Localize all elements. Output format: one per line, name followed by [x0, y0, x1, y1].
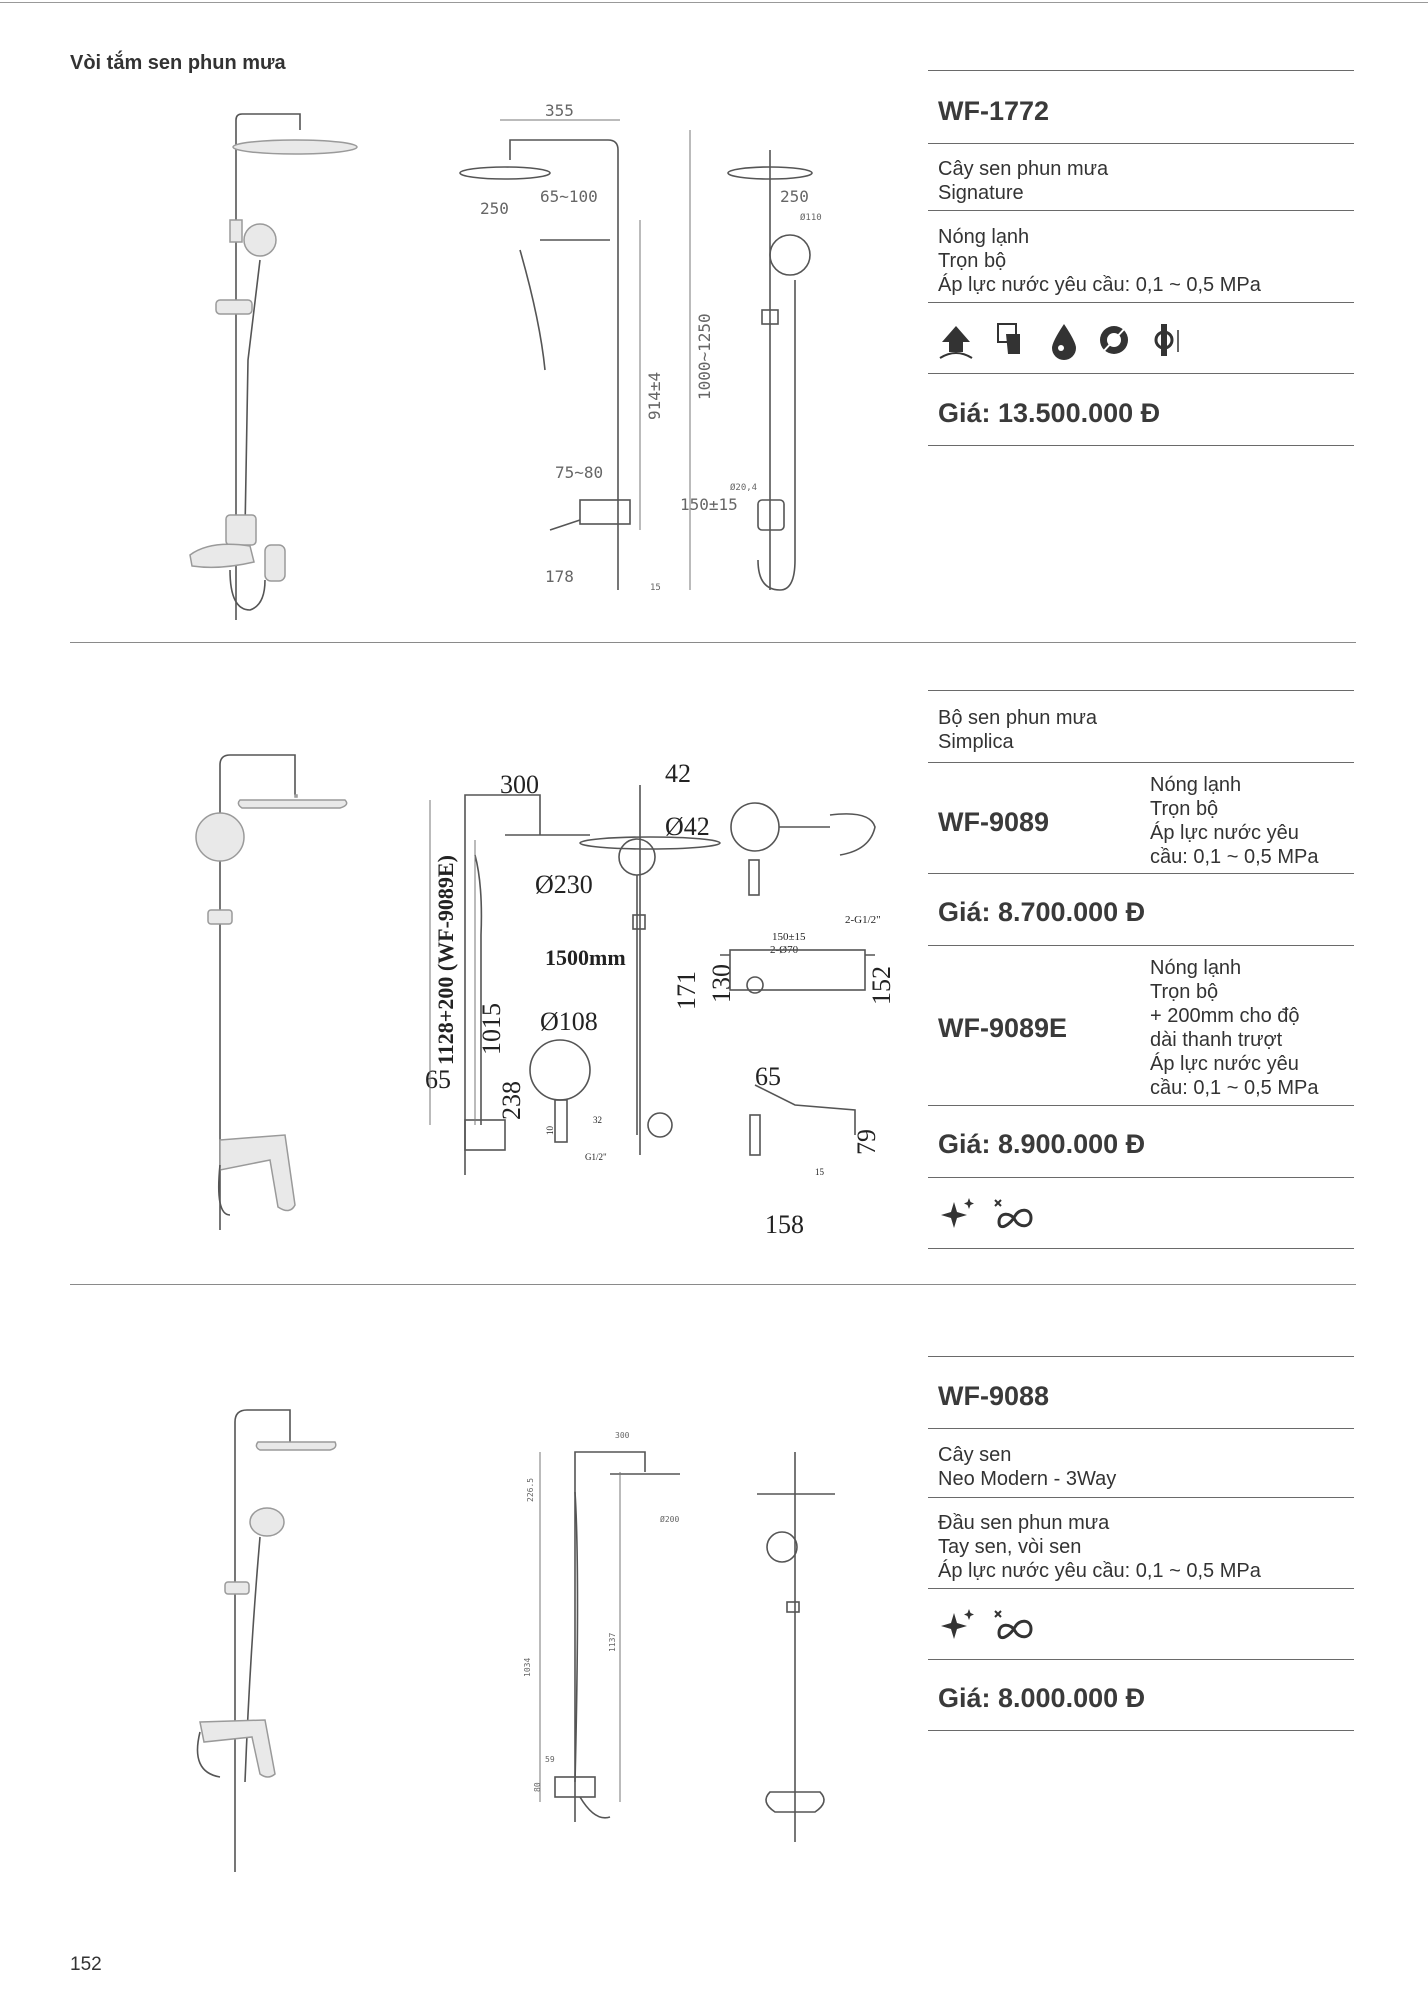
dim-label: 15 [650, 583, 661, 593]
dim-label: Ø42 [665, 812, 710, 841]
subtitle-line: Bộ sen phun mưa [938, 707, 1098, 729]
dim-label: 150±15 [772, 931, 806, 943]
dim-label: 10 [545, 1126, 555, 1135]
faucet-icon [998, 324, 1020, 354]
dim-label: 42 [665, 759, 691, 788]
divider [928, 762, 1354, 763]
feature-line: Trọn bộ [938, 250, 1007, 272]
divider [928, 1428, 1354, 1429]
dim-label: 914±4 [645, 371, 664, 420]
dim-label: 250 [780, 187, 809, 206]
feature-line: Nóng lạnh [938, 226, 1030, 248]
dim-label: 59 [545, 1755, 555, 1764]
divider [928, 1248, 1354, 1249]
dim-label: G1/2" [585, 1152, 607, 1162]
feature-line: Đầu sen phun mưa [938, 1512, 1110, 1534]
subtitle-line: Signature [938, 182, 1024, 204]
dim-label: 238 [497, 1081, 526, 1120]
divider [928, 873, 1354, 874]
dim-label: Ø110 [800, 213, 822, 223]
technical-drawing-simplica [415, 755, 905, 1239]
dim-label: 152 [867, 966, 896, 1005]
infinity-icon [995, 1611, 1031, 1638]
dim-label: 1015 [477, 1003, 506, 1055]
feature-line: dài thanh trượt [1150, 1029, 1283, 1051]
dim-label: 226.5 [526, 1477, 535, 1502]
section-divider [70, 642, 1356, 643]
dim-label: 2-Ø70 [770, 944, 799, 956]
divider [928, 1177, 1354, 1178]
airflow-icon [940, 326, 972, 358]
divider [928, 210, 1354, 211]
price: Giá: 8.900.000 Đ [938, 1129, 1146, 1159]
feature-icons [936, 1192, 1056, 1236]
dim-label: 250 [480, 199, 509, 218]
feature-line: Trọn bộ [1150, 981, 1219, 1003]
dim-label: 65 [755, 1062, 781, 1091]
product-photo-wf-9088 [190, 1402, 350, 1882]
dim-label: 178 [545, 567, 574, 586]
feature-line: Áp lực nước yêu [1150, 822, 1299, 844]
dim-label: 300 [500, 770, 539, 799]
model-number: WF-9089 [938, 807, 1050, 837]
dim-label: 1000~1250 [695, 313, 714, 400]
dim-label: 300 [615, 1431, 630, 1440]
divider [928, 1356, 1354, 1357]
dim-label: Ø200 [660, 1515, 680, 1524]
infinity-icon [995, 1200, 1031, 1227]
dim-label: 130 [707, 964, 736, 1003]
divider [928, 302, 1354, 303]
feature-line: Áp lực nước yêu [1150, 1053, 1299, 1075]
divider [928, 1105, 1354, 1106]
price: Giá: 13.500.000 Đ [938, 398, 1161, 428]
dim-label: 355 [545, 101, 574, 120]
product-subtitle [938, 706, 1097, 754]
divider [928, 1588, 1354, 1589]
model-number: WF-9089E [938, 1013, 1068, 1043]
feature-line: Áp lực nước yêu cầu: 0,1 ~ 0,5 MPa [938, 274, 1261, 296]
subtitle-line: Cây sen phun mưa [938, 158, 1109, 180]
dim-label: 171 [672, 971, 701, 1010]
price: Giá: 8.000.000 Đ [938, 1683, 1146, 1713]
divider [928, 373, 1354, 374]
product-features [1150, 956, 1318, 1100]
subtitle-line: Cây sen [938, 1444, 1012, 1466]
feature-line: Tay sen, vòi sen [938, 1536, 1082, 1558]
page-number: 152 [70, 1954, 102, 1975]
divider [928, 690, 1354, 691]
water-drop-icon [1052, 324, 1076, 360]
feature-line: Trọn bộ [1150, 798, 1219, 820]
dim-label: 1034 [523, 1657, 532, 1677]
divider [928, 1730, 1354, 1731]
dim-label: 1137 [608, 1632, 617, 1652]
dim-label: 1500mm [545, 945, 626, 970]
dim-label: 2-G1/2" [845, 914, 881, 926]
section-divider [70, 1284, 1356, 1285]
feature-line: Áp lực nước yêu cầu: 0,1 ~ 0,5 MPa [938, 1560, 1261, 1582]
divider [928, 445, 1354, 446]
subtitle-line: Neo Modern - 3Way [938, 1468, 1117, 1490]
product-subtitle [938, 1443, 1116, 1491]
feature-icons [936, 1603, 1056, 1647]
feature-line: cầu: 0,1 ~ 0,5 MPa [1150, 846, 1319, 868]
valve-icon [1156, 324, 1178, 356]
divider [928, 1497, 1354, 1498]
product-features [1150, 773, 1318, 869]
feature-line: Nóng lạnh [1150, 774, 1242, 796]
sparkle-icon [941, 1198, 974, 1228]
divider [928, 945, 1354, 946]
technical-drawing-wf-9088 [495, 1422, 865, 1842]
subtitle-line: Simplica [938, 731, 1014, 753]
product-subtitle [938, 157, 1108, 205]
model-number: WF-1772 [938, 96, 1050, 126]
sparkle-icon [941, 1609, 974, 1639]
product-features [938, 225, 1261, 297]
model-number: WF-9088 [938, 1381, 1050, 1411]
dim-label: 65~100 [540, 187, 598, 206]
feature-line: + 200mm cho độ [1150, 1005, 1300, 1027]
dim-label: 150±15 [680, 495, 738, 514]
dim-label: 15 [815, 1167, 824, 1177]
divider [928, 1659, 1354, 1660]
feature-line: Nóng lạnh [1150, 957, 1242, 979]
dim-label: 158 [765, 1210, 804, 1239]
product-photo-wf-1772 [170, 100, 390, 620]
dim-label: Ø20,4 [730, 483, 758, 493]
page-top-rule [0, 2, 1428, 3]
feature-icons [936, 318, 1196, 364]
dim-label: 32 [593, 1115, 602, 1125]
dim-label: 79 [852, 1129, 881, 1155]
dim-label: 1128+200 (WF-9089E) [433, 855, 458, 1065]
feature-line: cầu: 0,1 ~ 0,5 MPa [1150, 1077, 1319, 1099]
divider [928, 143, 1354, 144]
price: Giá: 8.700.000 Đ [938, 897, 1146, 927]
dim-label: Ø230 [535, 870, 593, 899]
section-title: Vòi tắm sen phun mưa [70, 52, 286, 74]
product-features [938, 1511, 1261, 1583]
dim-label: Ø108 [540, 1007, 598, 1036]
technical-drawing-wf-1772 [450, 90, 850, 610]
dim-label: 65 [425, 1065, 451, 1094]
dim-label: 75~80 [555, 463, 604, 482]
divider [928, 70, 1354, 71]
anti-limescale-icon [1100, 326, 1128, 354]
product-photo-simplica [190, 745, 370, 1230]
dim-label: 80 [533, 1782, 542, 1792]
